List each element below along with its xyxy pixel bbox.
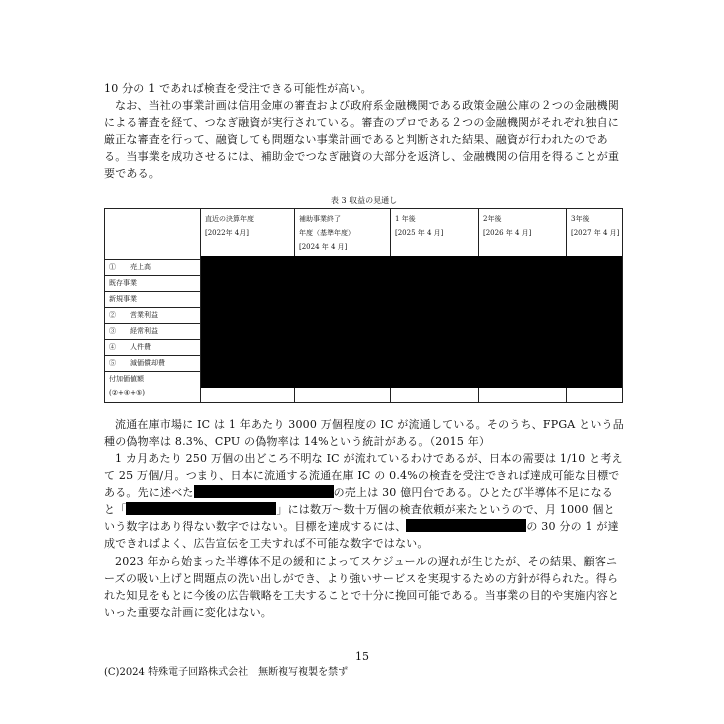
redaction-bar <box>406 519 526 532</box>
row-label: 既存事業 <box>105 276 201 292</box>
header-cell: 補助事業終了 年度（基準年度） [2024 年 4 月] <box>295 209 391 260</box>
paragraph-3: 流通在庫市場に IC は 1 年あたり 3000 万個程度の IC が流通している。そのうち、FPGA という品種の偽物率は 8.3%、CPU の偽物率は 14%という統計がある。（2015 年） <box>104 418 624 448</box>
table-redaction-block <box>201 256 622 388</box>
header-cell: 2年後 [2026 年 4 月] <box>479 209 567 260</box>
row-label: 付加価値額 (②+④+⑤) <box>105 372 201 403</box>
row-label: ② 営業利益 <box>105 308 201 324</box>
table-header-row <box>105 209 623 260</box>
row-label: ① 売上高 <box>105 260 201 276</box>
redaction-bar <box>194 485 334 498</box>
redaction-bar <box>126 502 276 515</box>
header-cell: 1 年後 [2025 年 4 月] <box>391 209 479 260</box>
copyright-footer: (C)2024 特殊電子回路株式会社 無断複写複製を禁ず <box>104 667 349 678</box>
page-number: 15 <box>355 650 369 663</box>
row-label: ⑤ 減価償却費 <box>105 356 201 372</box>
row-label: ③ 経常利益 <box>105 324 201 340</box>
table-caption: 表 3 収益の見通し <box>330 196 398 205</box>
header-cell: 3年後 [2027 年 4 月] <box>567 209 623 260</box>
paragraph-1: 10 分の 1 であれば検査を受注できる可能性が高い。 <box>104 82 372 95</box>
paragraph-4: 1 カ月あたり 250 万個の出どころ不明な IC が流れているわけであるが、日本の需要は 1/10 と考えて 25 万個/月。つまり、日本に流通する流通在庫 IC の 0.4%の検査を受注できれば達成可能な目標である。先に述べた の売上は 30 億円台である。ひとたび半導体不足になると「 」には数万～数十万個の検査依頼が来たというので、月 1000 個という数字はあり得ない数字ではない。目標を達成するには、 の 30 分の 1 が達成できればよく、広告宣伝を工夫すれば不可能な数字ではない。 <box>104 452 623 550</box>
table-corner-cell <box>105 209 201 260</box>
row-label: ④ 人件費 <box>105 340 201 356</box>
paragraph-2: なお、当社の事業計画は信用金庫の審査および政府系金融機関である政策金融公庫の２つの金融機関による審査を経て、つなぎ融資が実行されている。審査のプロである２つの金融機関がそれぞれ独自に厳正な審査を行って、融資しても問題ない事業計画であると判断された結果、融資が行われたのである。当事業を成功させるには、補助金でつなぎ融資の大部分を返済し、金融機関の信用を得ることが重要である。 <box>104 99 620 180</box>
paragraph-5: 2023 年から始まった半導体不足の緩和によってスケジュールの遅れが生じたが、その結果、顧客ニーズの吸い上げと問題点の洗い出しができ、より強いサービスを実現するための方針が得られた。得られた知見をもとに今後の広告戦略を工夫することで十分に挽回可能である。当事業の目的や実施内容といった重要な計画に変化はない。 <box>104 555 620 619</box>
row-label: 新規事業 <box>105 292 201 308</box>
header-cell: 直近の決算年度 [2022年 4月] <box>201 209 295 260</box>
